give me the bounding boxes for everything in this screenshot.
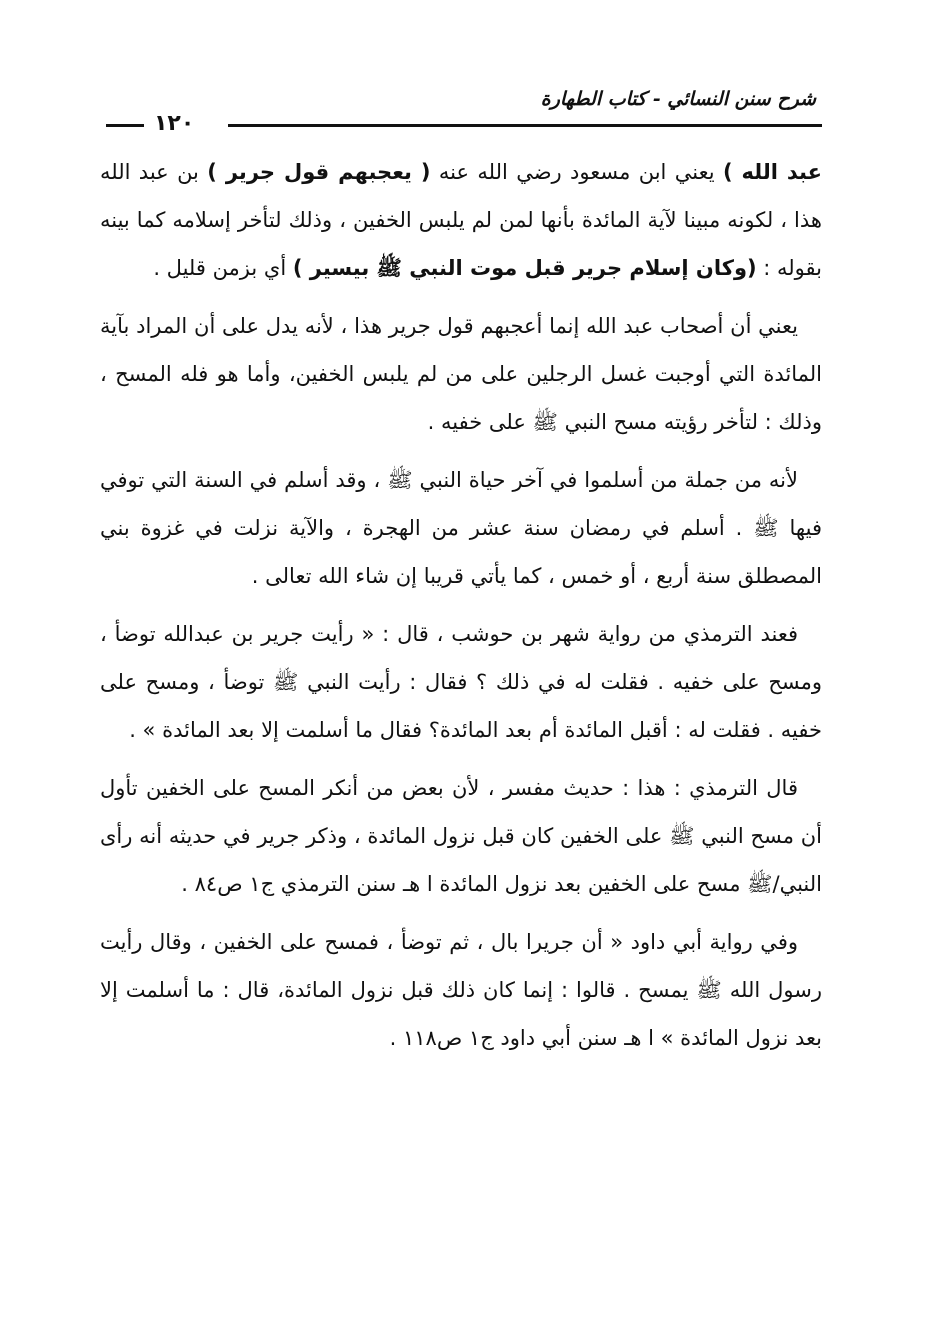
paragraph-6: وفي رواية أبي داود « أن جريرا بال ، ثم توضأ ، فمسح على الخفين ، وقال رأيت رسول الله ﷺ يمسح . قالوا : إنما كان ذلك قبل نزول المائدة، قال : ما أسلمت إلا بعد نزول المائدة » ا هـ سنن أبي داود ج١ ص١١٨ . xyxy=(100,930,822,1050)
book-title: شرح سنن النسائي - كتاب الطهارة xyxy=(540,88,816,110)
paragraph-2: يعني أن أصحاب عبد الله إنما أعجبهم قول جرير هذا ، لأنه يدل على أن المراد بآية المائدة التي أوجبت غسل الرجلين على من لم يلبس الخفين، وأما هو فله المسح ، وذلك : لتأخر رؤيته مسح النبي ﷺ على خفيه . xyxy=(100,314,822,434)
bold-phrase: عبد الله ) xyxy=(722,160,822,184)
text-run: يعني ابن مسعود رضي الله عنه xyxy=(430,160,723,184)
paragraph-4: فعند الترمذي من رواية شهر بن حوشب ، قال : « رأيت جرير بن عبدالله توضأ ، ومسح على خفيه . فقلت له في ذلك ؟ فقال : رأيت النبي ﷺ توضأ ، ومسح على خفيه . فقلت له : أقبل المائدة أم بعد المائدة؟ فقال ما أسلمت إلا بعد المائدة » . xyxy=(100,622,822,742)
paragraph-1 xyxy=(100,148,822,292)
text-run: أي بزمن قليل . xyxy=(153,256,293,280)
text-run: بن عبد الله هذا ، لكونه مبينا لآية المائدة بأنها لمن لم يلبس الخفين ، وذلك لتأخر إسلامه كما بينه بقوله : xyxy=(100,160,822,280)
running-header xyxy=(100,78,822,148)
document-page xyxy=(100,78,822,1294)
body-text xyxy=(100,148,822,1062)
paragraph-3: لأنه من جملة من أسلموا في آخر حياة النبي ﷺ ، وقد أسلم في السنة التي توفي فيها ﷺ . أسلم في رمضان سنة عشر من الهجرة ، والآية نزلت في غزوة بني المصطلق سنة أربع ، أو خمس ، كما يأتي قريبا إن شاء الله تعالى . xyxy=(100,468,822,588)
page-number: ١٢٠ xyxy=(154,111,195,136)
header-rule xyxy=(228,124,822,127)
bold-phrase: ( يعجبهم قول جرير ) xyxy=(207,160,431,184)
header-rule-short xyxy=(106,124,144,127)
bold-phrase: (وكان إسلام جرير قبل موت النبي ﷺ بيسير ) xyxy=(292,256,757,280)
paragraph-5: قال الترمذي : هذا : حديث مفسر ، لأن بعض من أنكر المسح على الخفين تأول أن مسح النبي ﷺ على الخفين كان قبل نزول المائدة ، وذكر جرير في حديثه أنه رأى النبي/ﷺ مسح على الخفين بعد نزول المائدة ا هـ سنن الترمذي ج١ ص٨٤ . xyxy=(100,776,822,896)
